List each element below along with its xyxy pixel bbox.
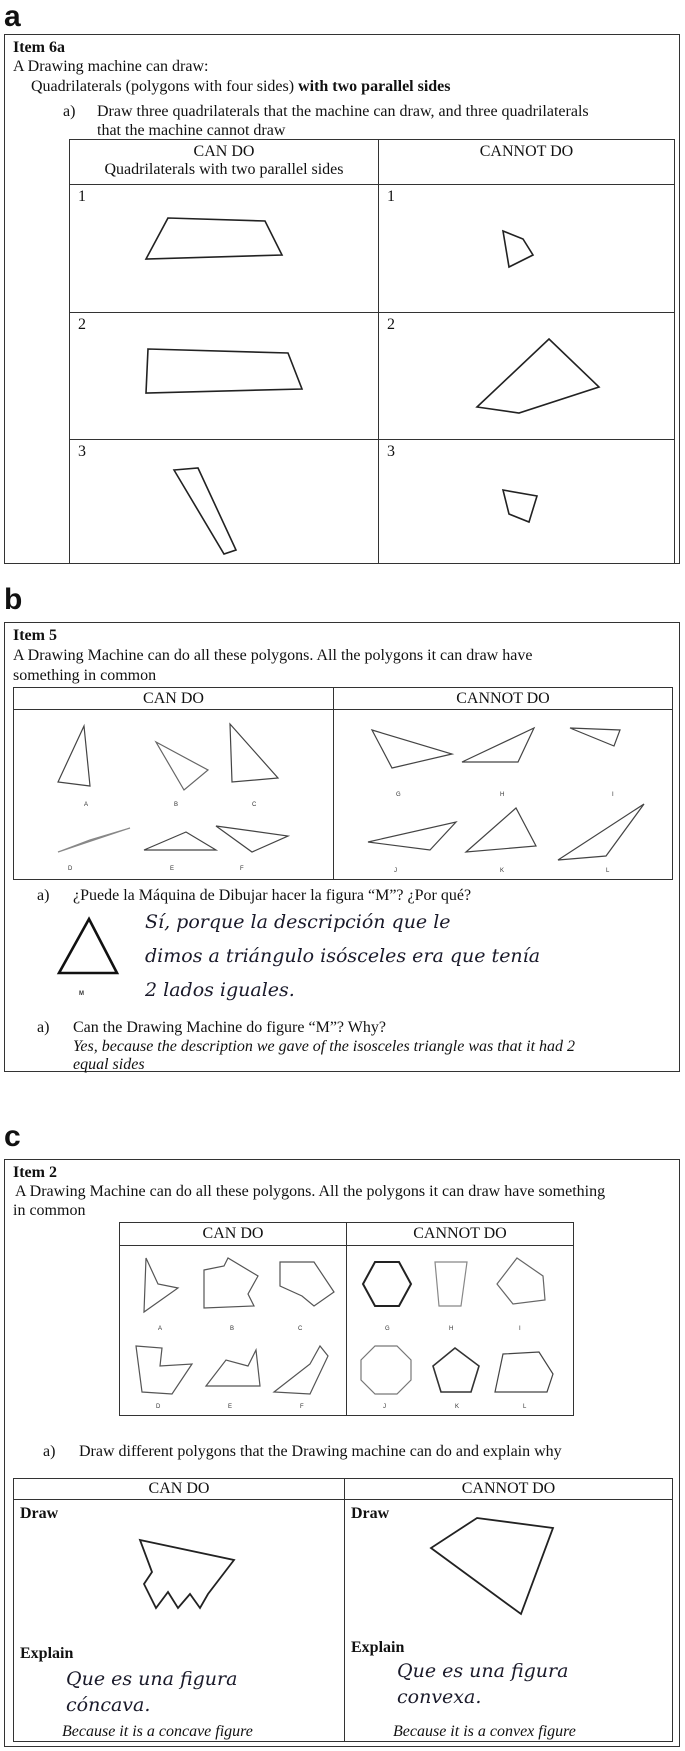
label-a: A (84, 802, 89, 808)
drawing-table (69, 139, 675, 564)
spec-text (31, 77, 451, 96)
header-can-do-label: CAN DO (193, 143, 255, 160)
triangle-h (458, 722, 548, 772)
handwritten-answer-line-2: dimos a triángulo isósceles era que tenía (145, 945, 541, 967)
row-number: 1 (78, 188, 86, 205)
header-cannot-do-label: CANNOT DO (479, 143, 574, 160)
panel-a (4, 34, 680, 564)
label-a: A (158, 1326, 163, 1332)
quadrilateral-drawing (142, 345, 312, 405)
translated-answer-line-2: equal sides (73, 1056, 145, 1073)
label-c: C (298, 1326, 303, 1332)
polygon-h (429, 1256, 479, 1316)
panel-label-a: a (4, 0, 21, 33)
cannot-do-response (344, 1499, 673, 1742)
label-k: K (455, 1404, 460, 1410)
polygon-table (13, 687, 673, 880)
row-number: 1 (387, 188, 395, 205)
header-can-do (69, 139, 379, 185)
triangle-g (368, 724, 458, 774)
question-spanish: ¿Puede la Máquina de Dibujar hacer la figura “M”? ¿Por qué? (73, 887, 472, 904)
polygon-k (429, 1344, 485, 1400)
polygon-l (491, 1348, 561, 1398)
cannot-row-1 (378, 184, 675, 313)
triangle-b (150, 736, 220, 796)
quadrilateral-drawing (140, 213, 300, 273)
polygon-b (198, 1254, 268, 1324)
explain-label: Explain (351, 1639, 405, 1656)
triangle-e (140, 826, 220, 856)
handwritten-answer-line-1: Sí, porque la descripción que le (145, 911, 451, 933)
triangle-m (55, 915, 125, 985)
panel-label-b: b (4, 583, 23, 616)
translated-answer-line-1: Yes, because the description we gave of the isosceles triangle was that it had 2 (73, 1038, 576, 1055)
label-l: L (606, 868, 610, 874)
row-number: 3 (387, 443, 395, 460)
panel-b (4, 622, 680, 1072)
label-d: D (156, 1404, 161, 1410)
question-text: Draw different polygons that the Drawing machine can do and explain why (79, 1443, 562, 1460)
panel-c (4, 1159, 680, 1747)
explain-label: Explain (20, 1645, 74, 1662)
header-cannot-do: CANNOT DO (346, 1222, 574, 1246)
label-f: F (300, 1404, 304, 1410)
header-cannot-do: CANNOT DO (333, 687, 673, 710)
polygon-e (202, 1346, 272, 1396)
can-row-1 (69, 184, 379, 313)
quadrilateral-drawing (469, 333, 609, 433)
question-marker: a) (43, 1443, 56, 1460)
polygon-j (357, 1342, 417, 1402)
can-do-shapes (119, 1245, 347, 1416)
can-row-2 (69, 312, 379, 440)
polygon-c (274, 1256, 344, 1316)
label-h: H (500, 792, 505, 798)
label-i: I (612, 792, 614, 798)
triangle-c (224, 720, 294, 790)
quadrilateral-drawing (170, 464, 250, 564)
spec-bold: with two parallel sides (298, 78, 451, 95)
label-k: K (500, 868, 505, 874)
can-do-response (13, 1499, 345, 1742)
label-m: M (79, 991, 84, 997)
intro-line-2: in common (13, 1202, 86, 1219)
triangle-k (462, 802, 542, 862)
draw-label: Draw (351, 1505, 390, 1522)
triangle-l (554, 798, 654, 868)
header-can-do: CAN DO (13, 687, 334, 710)
question-en-marker: a) (37, 1019, 50, 1036)
triangle-a (54, 722, 104, 792)
quadrilateral-drawing (499, 225, 559, 285)
handwritten-explain-line-1: Que es una figura (66, 1668, 238, 1690)
caption-can-do: Because it is a concave figure (62, 1723, 253, 1740)
cannot-do-shapes (333, 709, 673, 880)
row-number: 3 (78, 443, 86, 460)
draw-label: Draw (20, 1505, 59, 1522)
label-b: B (230, 1326, 235, 1332)
question-line-2: that the machine cannot draw (97, 122, 286, 139)
cannot-row-3 (378, 439, 675, 564)
polygon-table (119, 1222, 574, 1416)
item-title: Item 2 (13, 1164, 57, 1181)
convex-polygon-drawing (425, 1514, 565, 1624)
intro-text: A Drawing machine can draw: (13, 58, 209, 75)
label-c: C (252, 802, 257, 808)
polygon-a (138, 1254, 188, 1324)
concave-polygon-drawing (124, 1534, 254, 1634)
label-g: G (385, 1326, 390, 1332)
polygon-f (270, 1342, 340, 1402)
question-line-1: Draw three quadrilaterals that the machine can draw, and three quadrilaterals (97, 103, 589, 120)
triangle-f (212, 820, 292, 860)
header-can-do-sub: Quadrilaterals with two parallel sides (104, 161, 344, 178)
row-number: 2 (387, 316, 395, 333)
label-e: E (170, 866, 175, 872)
can-do-shapes (13, 709, 334, 880)
label-j: J (383, 1404, 386, 1410)
question-marker: a) (37, 887, 50, 904)
item-title: Item 6a (13, 39, 65, 56)
header-cannot-do (378, 139, 675, 185)
handwritten-explain-line-1: Que es una figura (397, 1660, 569, 1682)
triangle-d (54, 822, 134, 862)
panel-label-c: c (4, 1120, 21, 1153)
question-marker: a) (63, 103, 76, 120)
intro-line-1: A Drawing Machine can do all these polygons. All the polygons it can draw have (13, 647, 533, 664)
header-can-do: CAN DO (119, 1222, 347, 1246)
intro-line-2: something in common (13, 667, 157, 684)
label-j: J (394, 868, 397, 874)
label-e: E (228, 1404, 233, 1410)
drawing-table (13, 1478, 673, 1742)
label-f: F (240, 866, 244, 872)
handwritten-answer-line-3: 2 lados iguales. (145, 979, 295, 1001)
triangle-i (566, 724, 626, 754)
quadrilateral-drawing (499, 486, 559, 546)
label-i: I (519, 1326, 521, 1332)
header-cannot-do: CANNOT DO (344, 1478, 673, 1500)
cannot-do-shapes (346, 1245, 574, 1416)
polygon-d (132, 1342, 202, 1402)
handwritten-explain-line-2: cóncava. (66, 1694, 151, 1716)
spec-plain: Quadrilaterals (polygons with four sides) (31, 78, 299, 95)
row-number: 2 (78, 316, 86, 333)
cannot-row-2 (378, 312, 675, 440)
label-l: L (523, 1404, 527, 1410)
header-can-do: CAN DO (13, 1478, 345, 1500)
item-title: Item 5 (13, 627, 57, 644)
caption-cannot-do: Because it is a convex figure (393, 1723, 576, 1740)
label-d: D (68, 866, 73, 872)
label-g: G (396, 792, 401, 798)
triangle-j (364, 816, 464, 856)
intro-line-1: A Drawing Machine can do all these polygons. All the polygons it can draw have something (15, 1183, 606, 1200)
handwritten-explain-line-2: convexa. (397, 1686, 482, 1708)
question-english: Can the Drawing Machine do figure “M”? Why? (73, 1019, 386, 1036)
label-b: B (174, 802, 179, 808)
polygon-i (493, 1254, 553, 1314)
can-row-3 (69, 439, 379, 564)
label-h: H (449, 1326, 454, 1332)
polygon-g (359, 1256, 419, 1316)
